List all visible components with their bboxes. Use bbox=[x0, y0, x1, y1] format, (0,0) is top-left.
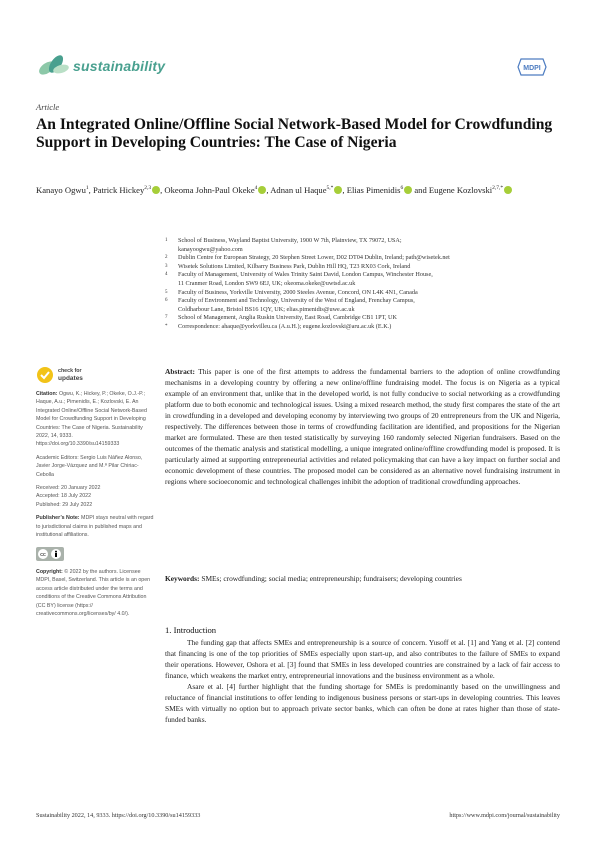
section-heading: 1. Introduction bbox=[165, 625, 217, 635]
received-date: Received: 20 January 2022 bbox=[36, 485, 101, 492]
affiliation-text: Coldharbour Lane, Bristol BS16 1QY, UK; elias.pimenidis@uwe.ac.uk bbox=[178, 305, 355, 313]
author-name: Patrick Hickey bbox=[92, 184, 145, 195]
article-type: Article bbox=[36, 102, 60, 112]
affiliation-item bbox=[165, 297, 560, 314]
keywords-label: Keywords: bbox=[165, 574, 200, 583]
affiliation-item bbox=[165, 263, 560, 272]
check-updates-badge[interactable] bbox=[36, 366, 156, 384]
accepted-date: Accepted: 18 July 2022 bbox=[36, 493, 92, 500]
introduction-body bbox=[165, 637, 560, 725]
author-list: Kanayo Ogwu$^1$, Patrick Hickey$^{2,3}$ , Okeoma John-Paul Okeke$^4$ , Adnan ul Haque$^{5,*}$ , Elias Pimenidis$^6$ and Eugene Kozlovski$^{2,7,*}$ bbox=[36, 181, 556, 197]
abstract-label: Abstract: bbox=[165, 367, 195, 376]
affiliation-text: School of Management, Anglia Ruskin University, East Road, Cambridge CB1 1PT, UK bbox=[178, 314, 397, 322]
affiliation-text: kanayoogwu@yahoo.com bbox=[178, 245, 243, 253]
affiliation-item bbox=[165, 254, 560, 263]
copyright: Copyright: © 2022 by the authors. Licensee MDPI, Basel, Switzerland. This article is an open access article distributed under the terms and conditions of the Creative Commons Attribution (CC BY) license (https:// creativecommons.org/licenses/by/ 4.0/). bbox=[36, 568, 151, 617]
orcid-icon[interactable] bbox=[152, 186, 160, 194]
author-name: Okeoma John-Paul Okeke bbox=[164, 184, 255, 195]
affiliation-number: 2 bbox=[165, 255, 168, 261]
affiliation-text: School of Business, Wayland Baptist University, 1900 W 7th, Plainview, TX 79072, USA; bbox=[178, 237, 402, 244]
author-name: Elias Pimenidis bbox=[346, 184, 401, 195]
mdpi-logo-icon bbox=[517, 57, 547, 77]
footer-citation: Sustainability 2022, 14, 9333. https://doi.org/10.3390/su14159333 bbox=[36, 812, 201, 819]
affiliation-item bbox=[165, 237, 560, 254]
intro-paragraph: The funding gap that affects SMEs and entrepreneurship is a source of concern. Yusoff et al. [1] and Yang et al. [2] contend that financing is one of the top priorities of SMEs especially upon start-up, and also contributes to the failure of SMEs to expand their operations. However, Oshora et al. [3] found that SMEs in less developed countries are constrained by a lack of fair access to finance, which weakens the market entry, entrepreneurial innovations and the business environment as a whole. bbox=[165, 638, 560, 680]
author-affiliation-marker: 1 bbox=[85, 185, 89, 191]
check-updates-line1: check for bbox=[58, 368, 82, 374]
affiliation-number: * bbox=[165, 323, 168, 329]
author-affiliation-marker: 2,3 bbox=[144, 185, 152, 191]
footer-journal-url[interactable]: https://www.mdpi.com/journal/sustainability bbox=[449, 812, 560, 819]
citation: Citation: Ogwu, K.; Hickey, P.; Okeke, O.J.-P.; Haque, A.u.; Pimenidis, E.; Kozlovski, E. An Integrated Online/Offline Social Network-Based Model for Crowdfunding Support in Developing Countries: The Case of Nigeria. Sustainability 2022, 14, 9333. https://doi.org/10.3390/su14159333 bbox=[36, 391, 147, 448]
affiliation-text: Correspondence: ahaque@yorkvilleu.ca (A.u.H.); eugene.kozlovski@aru.ac.uk (E.K.) bbox=[178, 322, 392, 330]
keywords bbox=[165, 573, 560, 584]
author-affiliation-marker: 6 bbox=[400, 185, 404, 191]
affiliation-number: 4 bbox=[165, 272, 168, 278]
academic-editors: Academic Editors: Sergio Luis Náñez Alonso, Javier Jorge-Vázquez and M.ª Pilar Chiriac-Cebolla bbox=[36, 454, 143, 478]
affiliation-item bbox=[165, 289, 560, 298]
affiliation-text: Faculty of Business, Yorkville University, 2000 Steeles Avenue, Concord, ON L4K 4N1, Canada bbox=[178, 288, 418, 296]
affiliation-text: Dublin Centre for European Strategy, 20 Stephen Street Lower, D02 DT04 Dublin, Ireland; path@wisetek.net bbox=[178, 254, 450, 262]
author-affiliation-marker: 2,7,* bbox=[492, 185, 504, 191]
svg-text:MDPI: MDPI bbox=[523, 65, 541, 72]
keywords-text: SMEs; crowdfunding; social media; entrepreneurship; fundraisers; developing countries bbox=[201, 574, 462, 583]
journal-name: sustainability bbox=[73, 58, 166, 74]
journal-logo-icon bbox=[36, 50, 70, 80]
affiliation-number: 3 bbox=[165, 263, 168, 269]
affiliation-number: 1 bbox=[165, 238, 168, 243]
abstract bbox=[165, 366, 560, 487]
affiliation-text: Faculty of Environment and Technology, University of the West of England, Frenchay Campus, bbox=[178, 297, 415, 305]
cc-by-license-icon[interactable] bbox=[36, 547, 64, 561]
affiliation-item bbox=[165, 314, 560, 323]
affiliation-item bbox=[165, 323, 560, 332]
intro-paragraph: Asare et al. [4] further highlight that the funding shortage for SMEs is predominantly based on the unwillingness and reluctance of financial institutions to offer lending to indigenous business persons or start-ups in developing countries. This leaves SMEs with virtually no option but to approach private sector banks, which can often be done at rates higher than those of state-funded banks. bbox=[165, 682, 560, 724]
author-name: Kanayo Ogwu bbox=[36, 184, 86, 195]
affiliation-number: 7 bbox=[165, 315, 168, 321]
check-updates-icon bbox=[36, 366, 54, 384]
publisher-note: Publisher’s Note: MDPI stays neutral with regard to jurisdictional claims in published maps and institutional affiliations. bbox=[36, 515, 154, 539]
author-name: Eugene Kozlovski bbox=[428, 184, 493, 195]
affiliations bbox=[165, 237, 560, 332]
published-date: Published: 29 July 2022 bbox=[36, 501, 93, 508]
author-affiliation-marker: 5,* bbox=[326, 185, 334, 191]
orcid-icon[interactable] bbox=[404, 186, 412, 194]
author-name: Adnan ul Haque bbox=[270, 184, 327, 195]
orcid-icon[interactable] bbox=[504, 186, 512, 194]
svg-text:cc: cc bbox=[40, 551, 46, 558]
paper-title: An Integrated Online/Offline Social Network-Based Model for Crowdfunding Support in Developing Countries: The Case of Nigeria bbox=[36, 116, 553, 151]
affiliation-text: Wisetek Solutions Limited, Kilbarry Business Park, Dublin Hill HQ, T23 RX03 Cork, Ireland bbox=[178, 262, 411, 270]
orcid-icon[interactable] bbox=[258, 186, 266, 194]
author-affiliation-marker: 4 bbox=[254, 185, 258, 191]
orcid-icon[interactable] bbox=[334, 186, 342, 194]
affiliation-number: 5 bbox=[165, 289, 168, 295]
page-footer bbox=[36, 812, 560, 819]
affiliation-text: Faculty of Management, University of Wales Trinity Saint David, London Campus, Winchester House, bbox=[178, 271, 433, 279]
affiliation-item bbox=[165, 271, 560, 288]
abstract-text: This paper is one of the first attempts to address the fundamental barriers to the adoption of online crowdfunding mechanisms in a developing country by offering a new online/offline fundraising model. The focus is on Nigeria as a typical example of an environment that, unlike that in the developed world, is not fully conducive to social networking as a crowdfunding platform due to both economic and technological issues. Using a mixed research method, the study first compares the state of the art in crowdfunding in a developed and developing economy by interviewing two groups of 20 entrepreneurs from the UK and Nigeria, respectively. The differences between those in terms of crowdfunding facilitation are identified, and propositions for the Nigerian market are formulated. These are then tested statistically by surveying 160 randomly selected Nigerian fundraisers. Based on the outcomes of the thematic analysis and statistical modelling, a unique integrated online/offline crowdfunding model is proposed. It is particularly aimed at supporting entrepreneurial activities and related policymaking that can have a key impact on further social and economic development of these countries. The proposed model can be considered as an alternative novel fundraising instrument in regions where socioeconomic and technological challenges inhibit the adoption of traditional crowdfunding approaches. bbox=[165, 367, 560, 486]
dates bbox=[36, 484, 156, 509]
affiliation-text: 11 Cranmer Road, London SW9 6EJ, UK; okeoma.okeke@uwtsd.ac.uk bbox=[178, 279, 356, 287]
affiliation-number: 6 bbox=[165, 298, 168, 304]
sidebar bbox=[36, 366, 156, 623]
check-updates-line2: updates bbox=[58, 375, 83, 382]
